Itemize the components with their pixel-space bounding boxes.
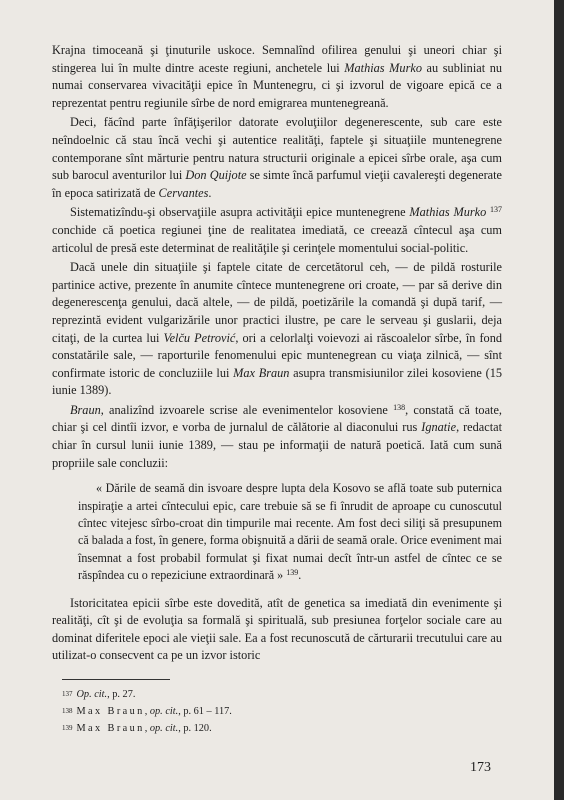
italic-name: Braun bbox=[70, 402, 101, 417]
paragraph-4 bbox=[52, 259, 502, 400]
text-run: , redactat chiar în cursul lunii iunie 1389, — stau pe informaţii de natură poetică. Iată cum sună propriile sale concluzii: bbox=[52, 420, 502, 470]
quote-paragraph bbox=[78, 480, 502, 584]
paragraph-closing bbox=[52, 595, 502, 665]
text-run: Istoricitatea epicii sîrbe este dovedită, atît de genetica sa imediată din evenimente şi realităţi, cît şi de evoluţia sa formală şi spirituală, sub presiunea forţelor sociale care au dominat diferitele epoci ale vieţii sale. Ea a fost recunoscută de cărturarii trecutului care au utilizat-o consecvent ca pe un izvor istoric bbox=[52, 595, 502, 663]
footnote-ref: 138 bbox=[393, 402, 406, 412]
footnote-ref: 137 bbox=[490, 205, 502, 215]
footnote-author: Max Braun bbox=[76, 705, 145, 717]
footnote-divider bbox=[62, 679, 170, 680]
paragraph-5 bbox=[52, 402, 502, 472]
footnote-ref-text: Op. cit. bbox=[76, 689, 108, 700]
paragraph-2 bbox=[52, 114, 502, 202]
text-run: . bbox=[208, 185, 212, 200]
footnote-rest: , p. 61 – 117. bbox=[178, 705, 232, 717]
footnote-ref-text: op. cit. bbox=[149, 722, 179, 734]
text-run: . bbox=[298, 568, 302, 583]
italic-title: Don Quijote bbox=[185, 168, 247, 183]
footnote: $^{138}$ Max Braun, op. cit., p. 61 – 117. bbox=[62, 705, 232, 717]
footnotes bbox=[62, 687, 442, 737]
text-run: Dacă unele din situaţiile şi faptele citate de cercetătorul ceh, — de pildă rosturile partinice active, prezente în anumite cîntece muntenegrene ori croate, — par să derive din degenerescenţa genului, dacă altele, — de pildă, poetizările la comandă şi după tarif, — reprezintă evident vulgarizările unor practici ilustre, pe care le serveau şi guslarii, deja citaţi, de la curtea lui bbox=[52, 260, 502, 345]
text-run: asupra transmisiunilor zilei kosoviene (15 iunie 1389). bbox=[52, 365, 502, 398]
italic-name: Velču Petrović bbox=[163, 330, 236, 345]
italic-name: Ignatie bbox=[421, 420, 457, 435]
footnote-ref-text: op. cit. bbox=[149, 705, 179, 717]
footnote-number: 137 bbox=[62, 690, 73, 698]
footnote bbox=[62, 687, 442, 704]
italic-name: Mathias Murko bbox=[409, 205, 487, 220]
block-quote bbox=[52, 480, 502, 584]
paragraph-1 bbox=[52, 42, 502, 112]
paragraph-3 bbox=[52, 204, 502, 257]
footnote-number: 138 bbox=[62, 706, 73, 715]
footnote-author: Max Braun bbox=[76, 722, 145, 734]
text-run: , constată că toate, chiar şi cel dintîi izvor, e vorba de jurnalul de călătorie al diaconului rus bbox=[52, 402, 502, 435]
footnote-rest: , p. 27. bbox=[107, 689, 136, 700]
body-text bbox=[52, 42, 502, 667]
text-run: Krajna timoceană şi ţinuturile uskoce. Semnalînd ofilirea genului şi uneori chiar şi stingerea lui în multe dintre aceste regiuni, anchetele lui bbox=[52, 43, 502, 75]
footnote-rest: , p. 120. bbox=[178, 722, 212, 734]
footnote: $^{139}$ Max Braun, op. cit., p. 120. bbox=[62, 722, 212, 734]
text-run: se simte încă parfumul vieţii cavalereşti degenerate în epoca satirizată de bbox=[52, 168, 503, 200]
footnote-number: 139 bbox=[62, 723, 73, 732]
text-run: conchide că poetica regiunei ţine de realitatea imediată, ce creează cîntecul aşa cum articolul de presă este determinat de realităţile şi cerinţele momentului social-politic. bbox=[52, 222, 502, 255]
italic-name: Mathias Murko bbox=[344, 60, 422, 75]
page-number: 173 bbox=[470, 760, 491, 775]
text-run: Deci, făcînd parte înfăţişerilor datorate evoluţiilor degenerescente, sub care este neîndoelnic că stau încă vechi şi autentice realităţi, faptele şi situaţiile muntenegrene contemporane sînt mărturie pentru natura structurii originale a epicei sîrbe orale, aşa cum sub barocul aventurilor lui bbox=[52, 115, 502, 183]
italic-name: Max Braun bbox=[233, 365, 290, 380]
italic-name: Cervantes bbox=[158, 185, 209, 200]
quote-text: « Dările de seamă din isvoare despre lupta dela Kosovo se află toate sub puternica inspiraţie a artei cîntecului epic, care trebuie să se fi înrudit de aproape cu cunoscutul cîntec vitejesc sîrbo-croat din timpurile mai recente. Am fost deci siliţi să presupunem că balada a fost, în genere, forma obişnuită a dării de seamă orale. Orice eveniment mai însemnat a fost probabil formulat şi fixat numai decît într-un astfel de cîntec ce se răspîndea cu o repeziciune extraordinară » bbox=[78, 481, 502, 583]
text-run: au subliniat nu numai conservarea vivacităţii epice în Muntenegru, ci şi izvorul de vigoare epică ce a reprezentat pentru regiunile sîrbe de nord emigrarea muntenegreană. bbox=[52, 60, 502, 110]
footnote-ref: 139 bbox=[286, 568, 299, 578]
text-run: Sistematizîndu-şi observaţiile asupra activităţii epice muntenegrene bbox=[70, 205, 410, 220]
text-run: , ori a celorlalţi voievozi ai răscoalelor sîrbe, în fond constatările sale, — raporturile fenomenului epic muntenegrean cu viaţa zilnică, — sînt confirmate istoric de concluziile lui bbox=[52, 330, 502, 380]
text-run: , analizînd izvoarele scrise ale evenimentelor kosoviene bbox=[100, 402, 394, 417]
